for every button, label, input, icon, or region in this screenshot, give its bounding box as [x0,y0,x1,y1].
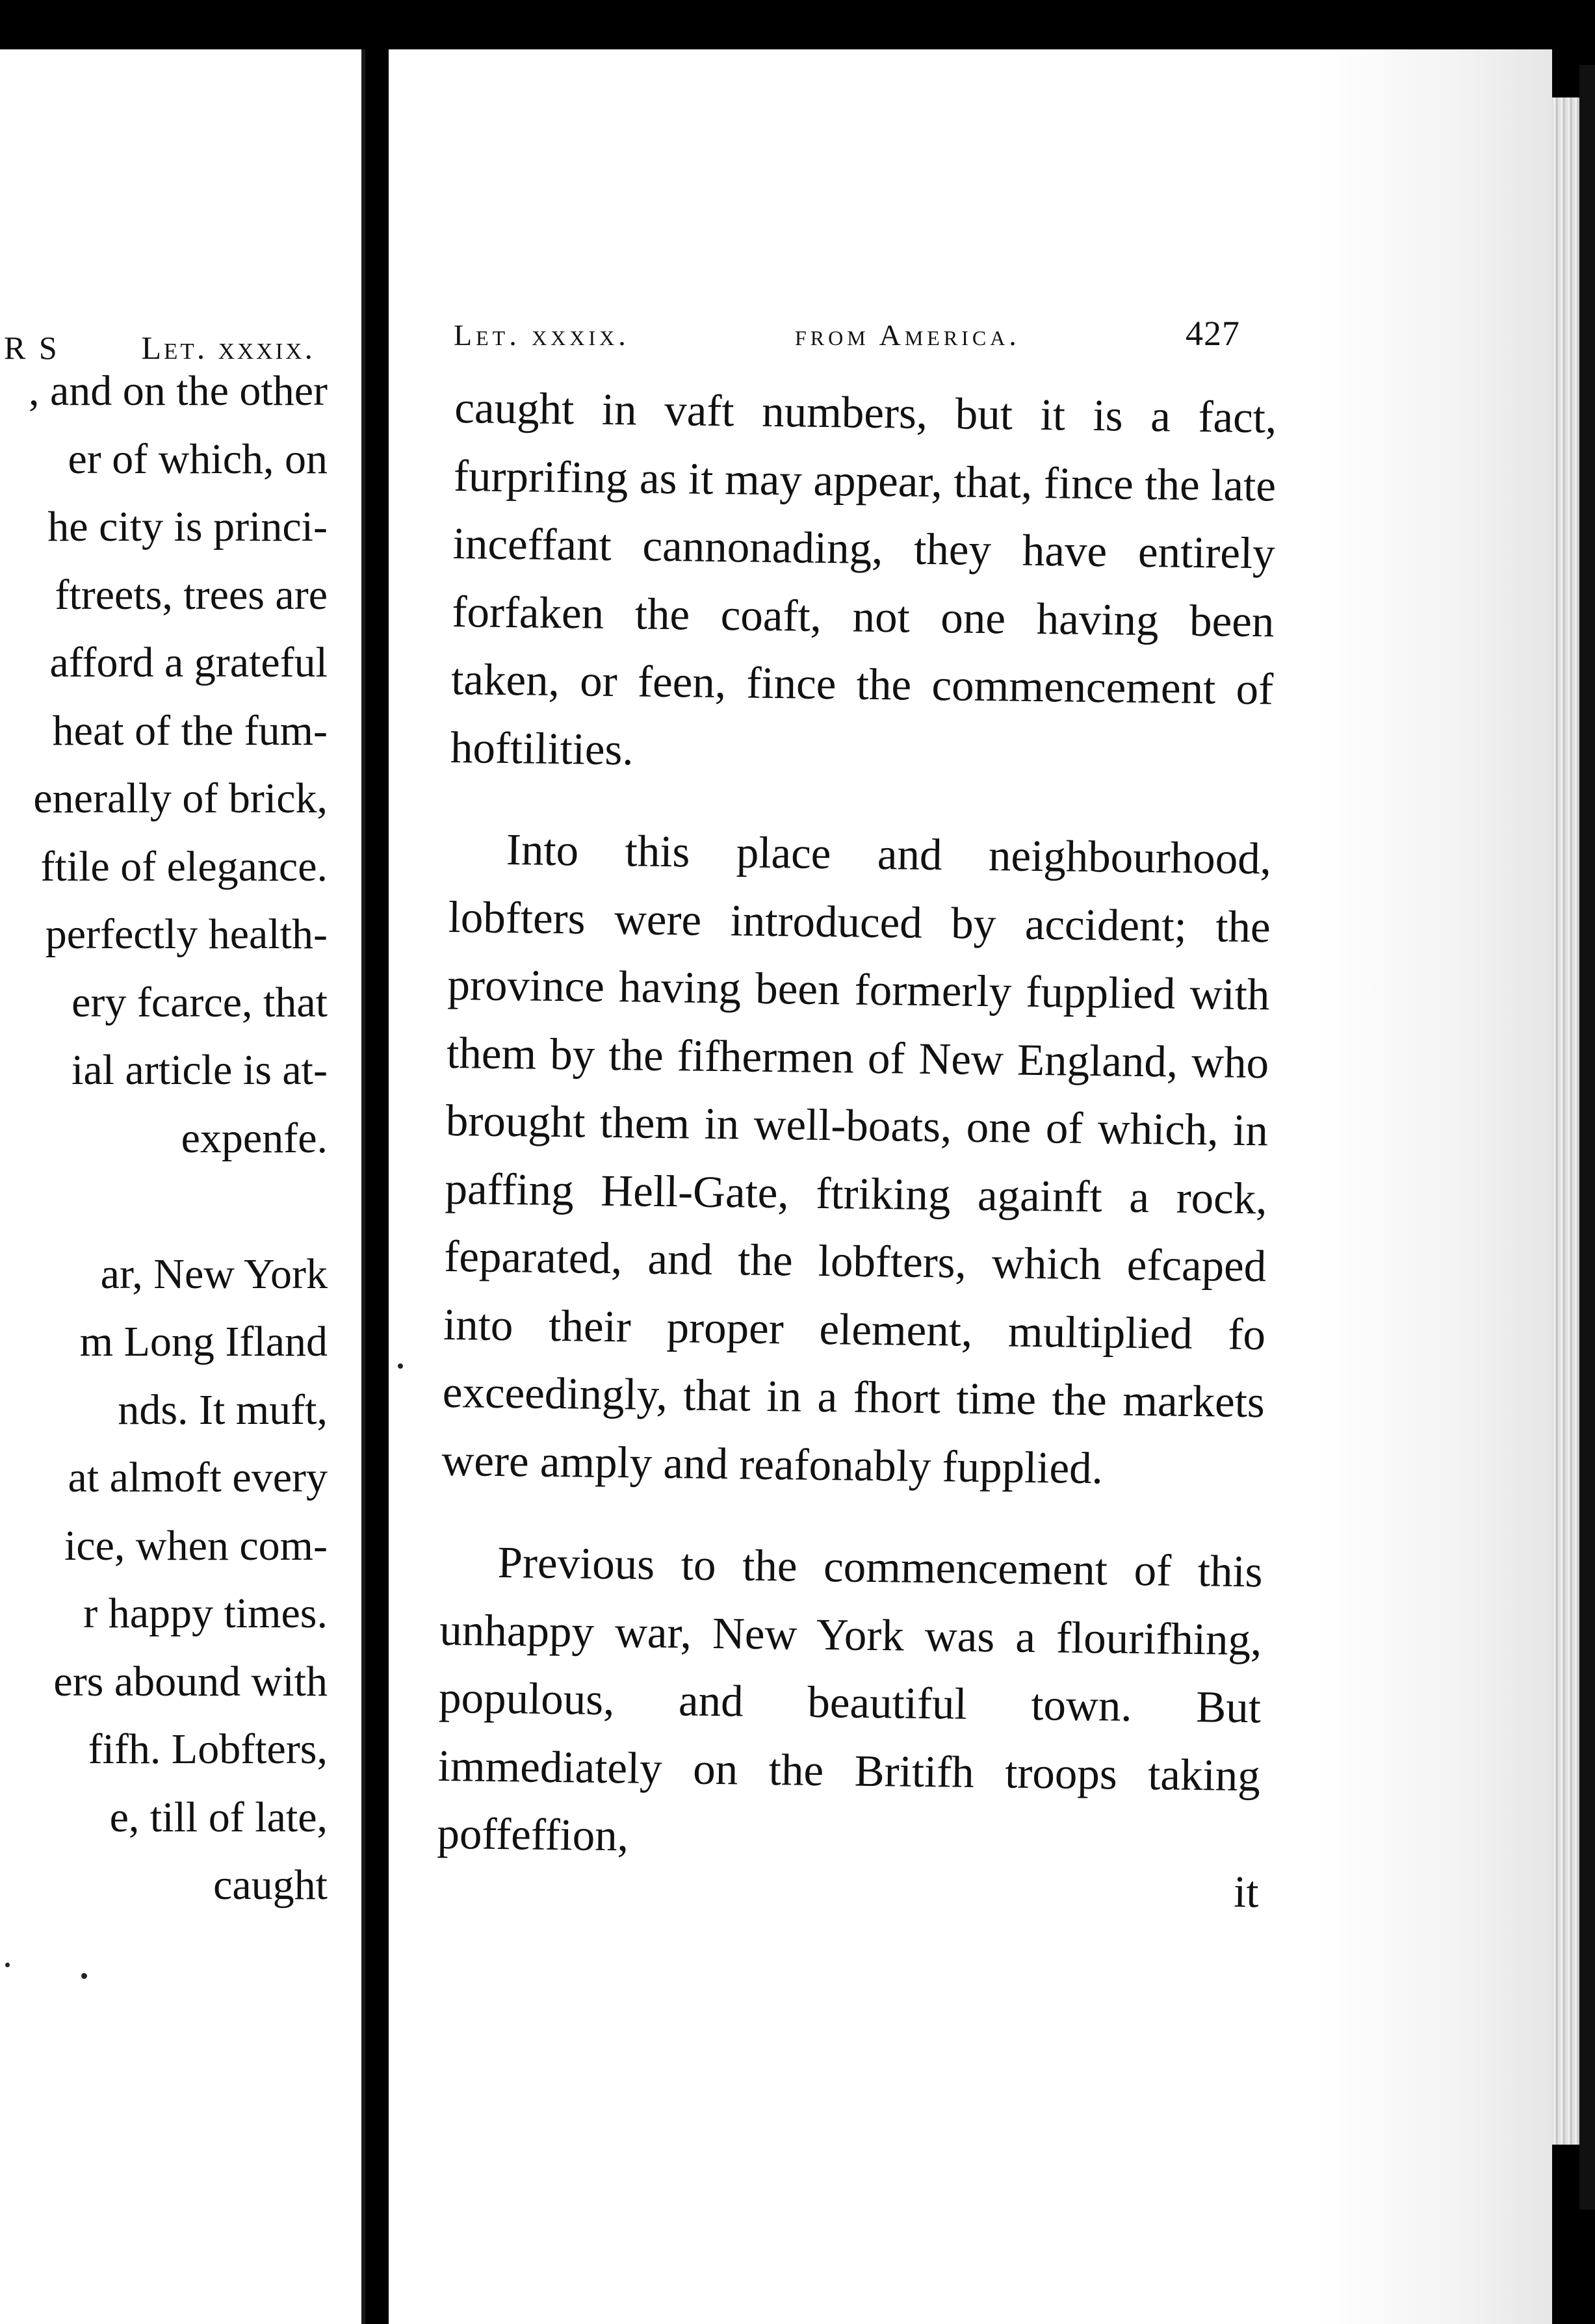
left-running-head-letter: Let. xxxix. [141,329,315,366]
left-page-line: enerally of brick, [33,775,328,822]
left-page-line: at almoft every [68,1454,328,1501]
left-page-line: he city is princi- [47,503,328,550]
left-page-line: e, till of late, [109,1793,328,1841]
page-edge-shadow [1579,65,1595,2210]
left-page-line: fifh. Lobfters, [88,1725,328,1773]
left-page-line: expenfe. [181,1114,328,1162]
ink-speck [5,1963,10,1967]
left-page-line: perfectly health- [45,910,328,958]
left-page-line: ial article is at- [71,1046,328,1094]
left-page-line: nds. It muft, [118,1386,328,1434]
paragraph-1: caught in vaft numbers, but it is a fact, furprifing as it may appear, that, fince the late inceffant cannonading, they have entirely forfaken the coaft, not one having been taken, or feen, fince the commencement of hoftilities. [450,382,1277,774]
left-page-line: ftile of elegance. [40,842,328,890]
running-head-title: from America. [794,318,1020,352]
left-running-head-fragment: R S [4,329,60,366]
book-gutter [361,39,389,2324]
left-page-line: caught [213,1861,328,1909]
left-page-line: ers abound with [53,1657,328,1705]
ink-speck [398,1363,403,1369]
left-page-line: heat of the fum- [52,706,328,755]
left-page-line: ftreets, trees are [55,571,328,619]
ink-speck [81,1973,87,1979]
left-page-line: ar, New York [100,1250,328,1298]
left-page-line [29,1172,328,1241]
left-page-line: ery fcarce, that [71,978,328,1026]
page-number: 427 [1185,314,1240,353]
left-page-line: m Long Ifland [79,1318,328,1365]
running-head-letter: Let. xxxix. [454,318,630,352]
right-running-head [454,313,1240,354]
left-page-line: ice, when com- [64,1521,328,1569]
paragraph-2: Into this place and neighbourhood, lobfters were introduced by accident; the province having been formerly fupplied with them by the fifhermen of New England, who brought them in well-boats, one of which, in paffing Hell-Gate, ftriking againft a rock, feparated, and the lobfters, which efcaped into their proper element, multiplied fo exceedingly, that in a fhort time the markets were amply and reafonably fupplied. [441,825,1272,1493]
right-page-body [436,374,1277,1926]
left-page-text [29,357,328,1920]
left-page-line: er of which, on [68,435,328,483]
left-page-line: afford a grateful [49,639,328,686]
catchword: it [1233,1866,1260,1917]
paragraph-3: Previous to the commencement of this unhappy war, New York was a flourifhing, populous, and beautiful town. But immediately on the Britifh troops taking poffeffion, [437,1537,1264,1861]
left-page-line: , and on the other [28,367,328,415]
left-page-line: r happy times. [83,1590,328,1637]
